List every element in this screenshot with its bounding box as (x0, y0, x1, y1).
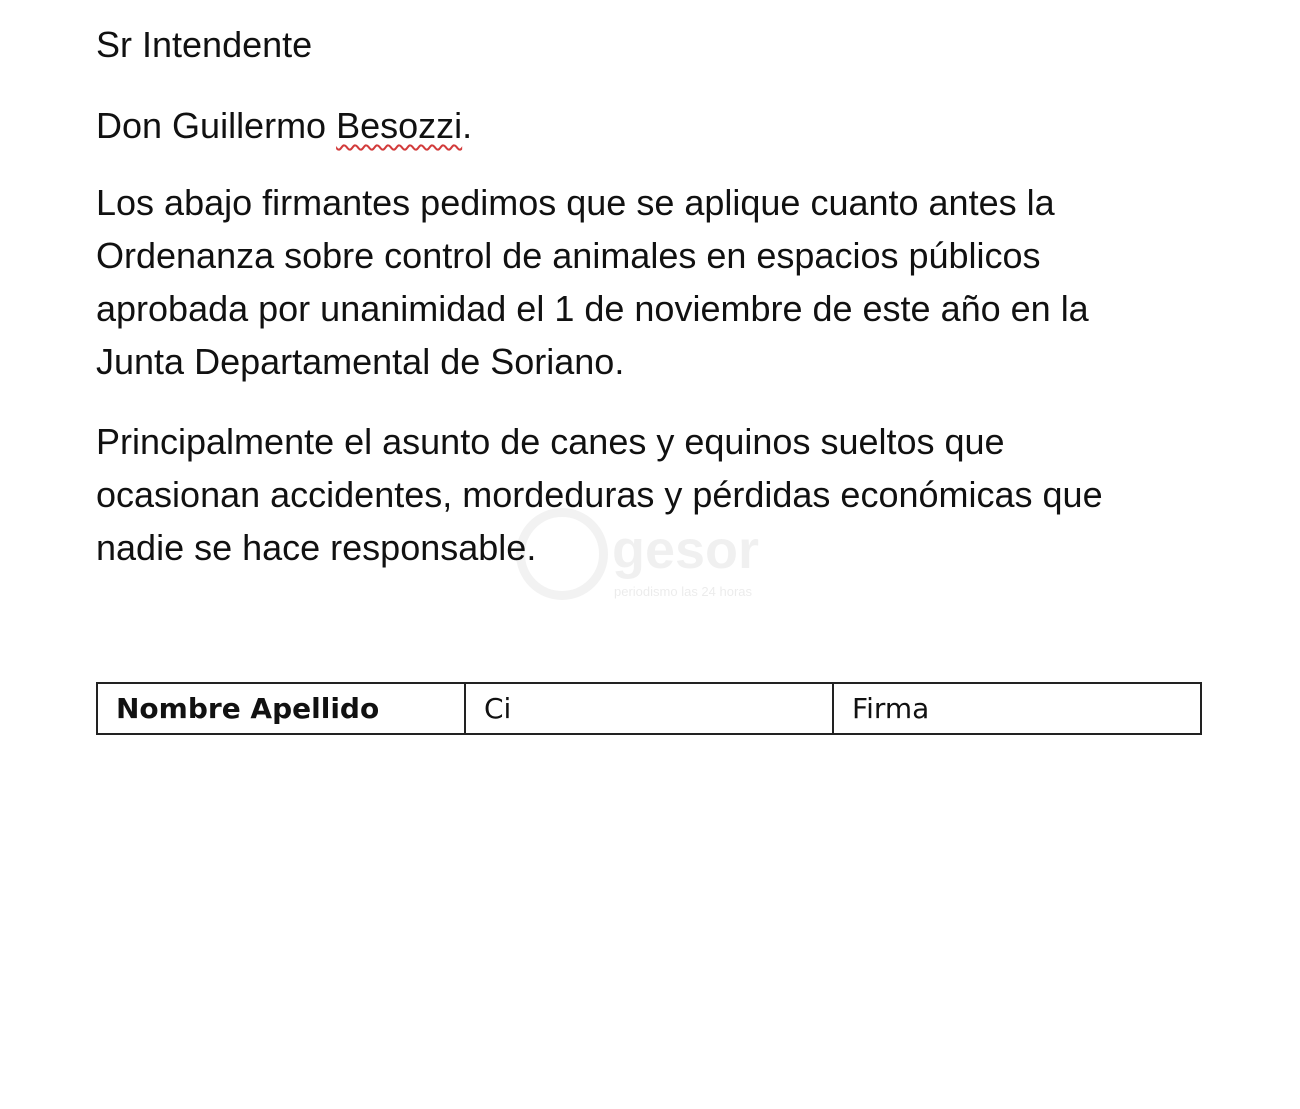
watermark-word: gesor (612, 520, 760, 580)
recipient-name (96, 99, 472, 152)
recipient-name-prefix: Don Guillermo (96, 105, 337, 146)
paragraph-line: nadie se hace responsable. (96, 527, 537, 568)
paragraph-line: ocasionan accidentes, mordeduras y pérdidas económicas que (96, 474, 1103, 515)
paragraph-line: Principalmente el asunto de canes y equinos sueltos que (96, 421, 1005, 462)
column-header-name: Nombre Apellido (97, 683, 465, 734)
paragraph-request (96, 176, 1089, 388)
paragraph-line: aprobada por unanimidad el 1 de noviembre de este año en la (96, 288, 1089, 329)
paragraph-line: Los abajo firmantes pedimos que se aplique cuanto antes la (96, 182, 1055, 223)
paragraph-line: Ordenanza sobre control de animales en espacios públicos (96, 235, 1041, 276)
column-header-ci: Ci (465, 683, 833, 734)
recipient-name-suffix: . (462, 105, 473, 146)
signature-table (96, 682, 1202, 735)
spellcheck-flagged-word[interactable]: Besozzi (336, 105, 463, 146)
paragraph-issue (96, 415, 1103, 574)
paragraph-line: Junta Departamental de Soriano. (96, 341, 625, 382)
recipient-title: Sr Intendente (96, 24, 313, 65)
watermark-tagline: periodismo las 24 horas (614, 584, 753, 599)
column-header-signature: Firma (833, 683, 1201, 734)
table-header-row (97, 683, 1201, 734)
